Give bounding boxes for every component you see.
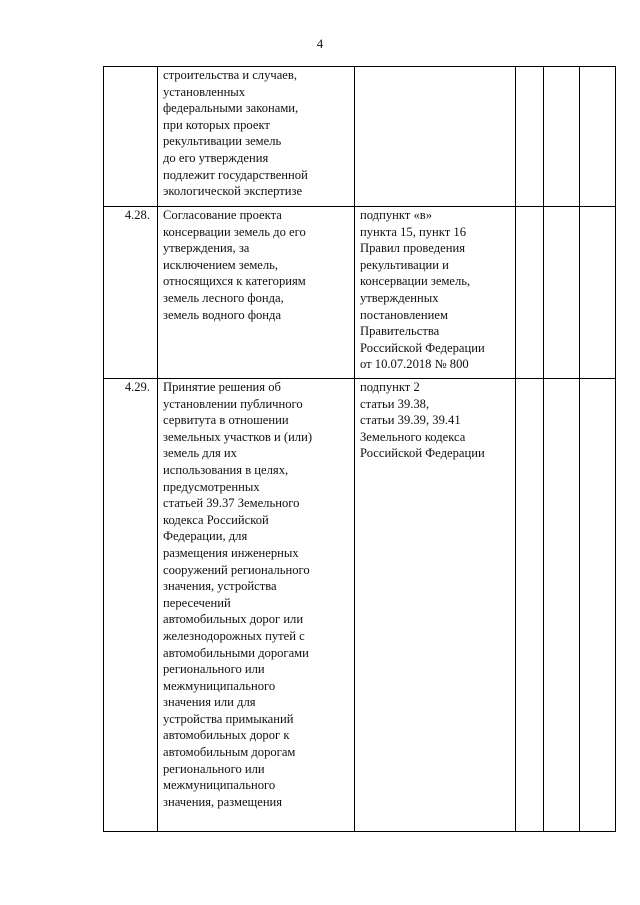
empty-cell [580, 207, 616, 379]
description-line: размещения инженерных [163, 545, 299, 560]
description-line: исключением земель, [163, 257, 279, 272]
description-cell [158, 379, 355, 832]
table-row [104, 207, 616, 379]
description-line: автомобильным дорогам [163, 745, 296, 760]
legal-basis-line: консервации земель, [360, 274, 471, 289]
description-line: экологической экспертизе [163, 184, 303, 199]
table-row [104, 379, 616, 832]
legal-basis-line: подпункт «в» [360, 208, 433, 222]
legal-basis-cell [355, 379, 516, 832]
description-line: Принятие решения об [163, 380, 281, 394]
services-table [103, 66, 616, 832]
empty-cell [516, 67, 544, 207]
legal-basis-line: постановлением [360, 307, 448, 322]
empty-cell [516, 207, 544, 379]
legal-basis-line: рекультивации и [360, 257, 449, 272]
description-line: установленных [163, 84, 246, 99]
description-line: устройства примыканий [163, 711, 294, 726]
description-cell [158, 207, 355, 379]
description-line: Федерации, для [163, 529, 248, 544]
legal-basis-line: Российской Федерации [360, 340, 485, 355]
description-line: использования в целях, [163, 462, 289, 477]
description-line: при которых проект [163, 117, 270, 132]
description-line: регионального или [163, 761, 265, 776]
table-row [104, 67, 616, 207]
row-number-cell [104, 379, 158, 832]
description-line: железнодорожных путей с [163, 628, 305, 643]
description-line: статьей 39.37 Земельного [163, 496, 300, 511]
description-line: значения или для [163, 695, 256, 710]
description-line: установлении публичного [163, 396, 303, 411]
description-line: земельных участков и (или) [163, 429, 313, 444]
legal-basis-line: утвержденных [360, 290, 439, 305]
row-number-cell [104, 67, 158, 207]
description-line: консервации земель до его [163, 224, 306, 239]
page-number: 4 [316, 36, 324, 51]
empty-cell [544, 379, 580, 832]
row-number-cell [104, 207, 158, 379]
empty-cell [544, 67, 580, 207]
legal-basis-line: статьи 39.38, [360, 396, 430, 411]
legal-basis-cell [355, 207, 516, 379]
description-line: межмуниципального [163, 778, 276, 793]
description-line: регионального или [163, 662, 265, 677]
legal-basis-line: подпункт 2 [360, 380, 420, 394]
description-line: федеральными законами, [163, 101, 299, 116]
description-line: сооружений регионального [163, 562, 310, 577]
description-line: относящихся к категориям [163, 274, 306, 289]
legal-basis-line: статьи 39.39, 39.41 [360, 413, 461, 428]
description-line: значения, размещения [163, 794, 283, 809]
empty-cell [580, 379, 616, 832]
description-line: автомобильными дорогами [163, 645, 309, 660]
description-line: предусмотренных [163, 479, 260, 494]
legal-basis-line: Правительства [360, 324, 440, 339]
description-line: Согласование проекта [163, 208, 282, 222]
legal-basis-line: Земельного кодекса [360, 429, 466, 444]
description-line: значения, устройства [163, 579, 277, 594]
description-line: автомобильных дорог к [163, 728, 290, 743]
legal-basis-line: Российской Федерации [360, 446, 485, 461]
row-number: 4.28. [124, 208, 150, 222]
description-line: строительства и случаев, [163, 68, 297, 82]
description-line: до его утверждения [163, 150, 269, 165]
legal-basis-line: Правил проведения [360, 241, 465, 256]
legal-basis-line: пункта 15, пункт 16 [360, 224, 466, 239]
empty-cell [516, 379, 544, 832]
empty-cell [544, 207, 580, 379]
legal-basis-cell [355, 67, 516, 207]
description-line: земель водного фонда [163, 307, 282, 322]
description-line: межмуниципального [163, 678, 276, 693]
description-line: автомобильных дорог или [163, 612, 304, 627]
description-line: сервитута в отношении [163, 413, 289, 428]
description-line: пересечений [163, 595, 231, 610]
description-line: земель лесного фонда, [163, 290, 284, 305]
row-number: 4.29. [124, 380, 150, 394]
description-line: подлежит государственной [163, 167, 308, 182]
description-line: кодекса Российской [163, 512, 269, 527]
legal-basis-line: от 10.07.2018 № 800 [360, 357, 469, 372]
description-cell [158, 67, 355, 207]
description-line: утверждения, за [163, 241, 250, 256]
empty-cell [580, 67, 616, 207]
description-line: рекультивации земель [163, 134, 282, 149]
description-line: земель для их [163, 446, 237, 461]
